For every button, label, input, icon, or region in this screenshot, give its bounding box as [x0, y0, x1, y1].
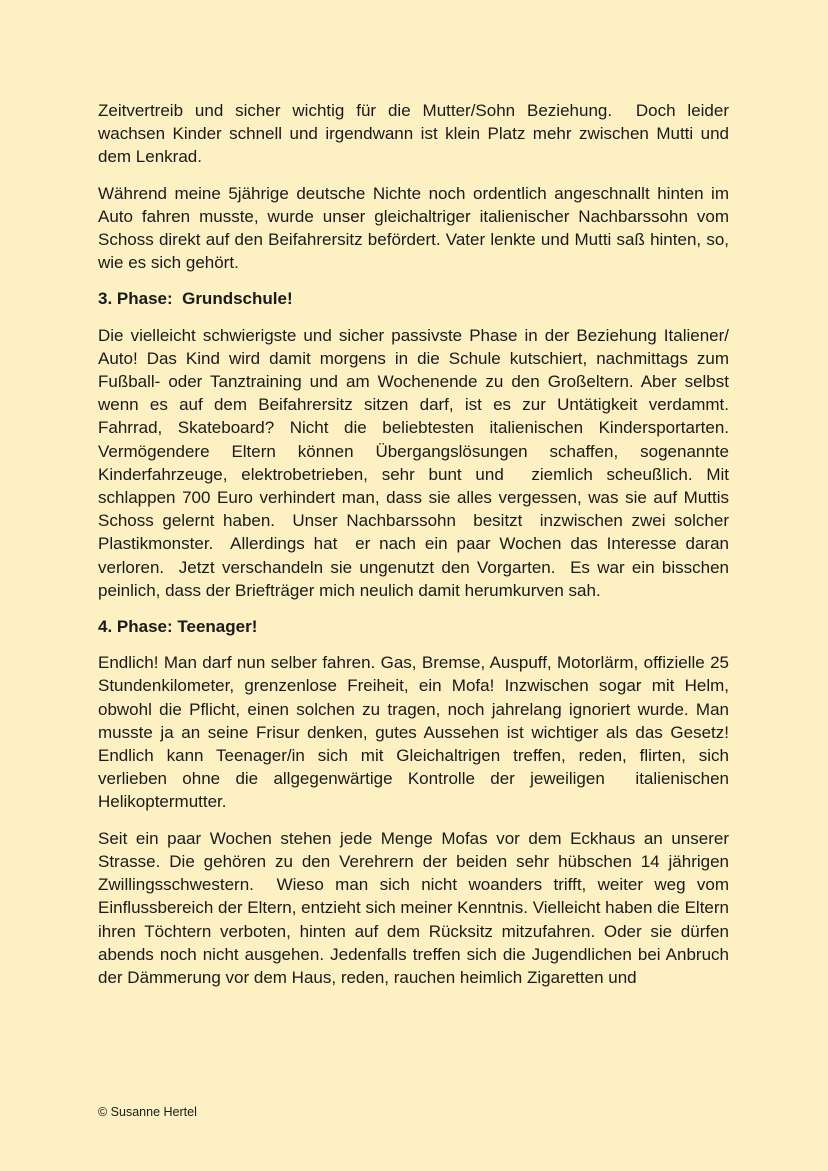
paragraph-intro-1: Zeitvertreib und sicher wichtig für die Mutter/Sohn Beziehung. Doch leider wachsen Kinder schnell und irgendwann ist klein Platz mehr zwischen Mutti und dem Lenkrad.: [98, 101, 734, 167]
paragraph-phase-4-1: Endlich! Man darf nun selber fahren. Gas, Bremse, Auspuff, Motorlärm, offizielle 25 Stundenkilometer, grenzenlose Freiheit, ein Mofa! Inzwischen sogar mit Helm, obwohl die Pflicht, einen solchen zu tragen, noch jahrelang ignoriert wurde. Man musste ja an seine Frisur denken, gutes Aussehen ist wichtiger als das Gesetz! Endlich kann Teenager/in sich mit Gleichaltrigen treffen, reden, flirten, sich verlieben ohne die allgegenwärtige Kontrolle der jeweiligen italienischen Helikoptermutter.: [98, 653, 744, 812]
paragraph-intro-2: Während meine 5jährige deutsche Nichte noch ordentlich angeschnallt hinten im Auto fahren musste, wurde unser gleichaltriger italienischer Nachbarssohn vom Schoss direkt auf den Beifahrersitz befördert. Vater lenkte und Mutti saß hinten, so, wie es sich gehört.: [98, 183, 734, 273]
copyright-footer: © Susanne Hertel: [98, 1105, 197, 1119]
section-heading-phase-3: 3. Phase: Grundschule!: [98, 289, 293, 309]
document-body: [98, 99, 744, 1002]
paragraph-phase-4-2: Seit ein paar Wochen stehen jede Menge Mofas vor dem Eckhaus an unserer Strasse. Die gehören zu den Verehrern der beiden sehr hübschen 14 jährigen Zwillingsschwestern. Wieso man sich nicht woanders trifft, weiter weg vom Einflussbereich der Eltern, entzieht sich meiner Kenntnis. Vielleicht haben die Eltern ihren Töchtern verboten, hinten auf dem Rücksitz mitzufahren. Oder sie dürfen abends noch nicht ausgehen. Jedenfalls treffen sich die Jugendlichen bei Anbruch der Dämmerung vor dem Haus, reden, rauchen heimlich Zigaretten und: [98, 828, 734, 987]
paragraph-phase-3: Die vielleicht schwierigste und sicher passivste Phase in der Beziehung Italiener/ Auto! Das Kind wird damit morgens in die Schule kutschiert, nachmittags zum Fußball- oder Tanztraining und am Wochenende zu den Großeltern. Aber selbst wenn es auf dem Beifahrersitz sitzen darf, ist es zur Untätigkeit verdammt. Fahrrad, Skateboard? Nicht die beliebtesten italienischen Kindersportarten. Vermögendere Eltern können Übergangslösungen schaffen, sogenannte Kinderfahrzeuge, elektrobetrieben, sehr bunt und ziemlich scheußlich. Mit schlappen 700 Euro verhindert man, dass sie alles vergessen, was sie auf Muttis Schoss gelernt haben. Unser Nachbarssohn besitzt inzwischen zwei solcher Plastikmonster. Allerdings hat er nach ein paar Wochen das Interesse daran verloren. Jetzt verschandeln sie ungenutzt den Vorgarten. Es war ein bisschen peinlich, dass der Briefträger mich neulich damit herumkurven sah.: [98, 325, 744, 600]
section-heading-phase-4: 4. Phase: Teenager!: [98, 617, 258, 637]
